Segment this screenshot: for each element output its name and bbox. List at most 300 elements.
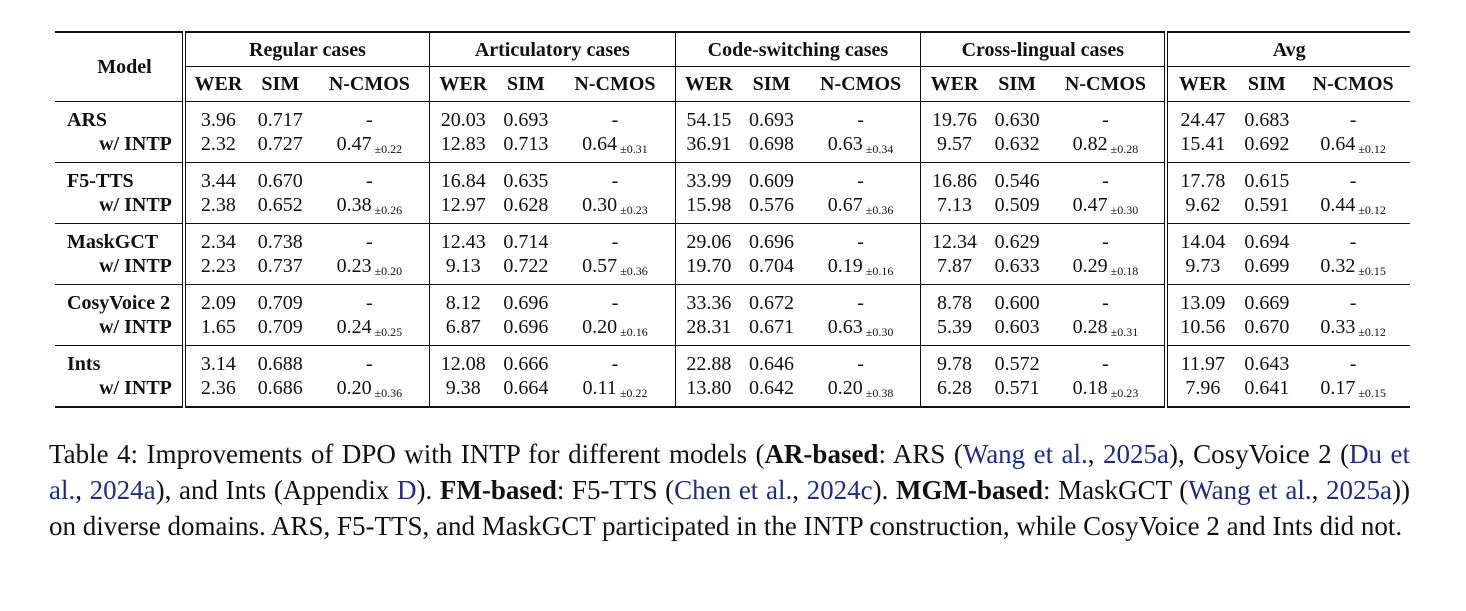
table-cell (496, 346, 555, 377)
table-cell (1047, 346, 1167, 377)
table-cell (555, 224, 675, 255)
cell-value: 0.23 (336, 255, 372, 277)
caption-bold-mgm-based: MGM-based (896, 475, 1043, 505)
cell-value: 0.642 (749, 377, 795, 399)
cell-value: - (611, 109, 619, 131)
cell-value: 0.709 (257, 292, 303, 314)
table-cell (1296, 285, 1410, 316)
table-cell (1047, 285, 1167, 316)
cell-value: - (1349, 292, 1357, 314)
citation-link[interactable]: Wang et al. (1188, 475, 1312, 505)
std-dev: ±0.23 (620, 203, 648, 217)
caption-text: : MaskGCT ( (1042, 475, 1189, 505)
model-column-header: Model (97, 56, 152, 78)
table-cell (555, 315, 675, 346)
table-cell (430, 193, 497, 224)
cell-value: 0.632 (994, 133, 1040, 155)
cell-value: 2.32 (200, 133, 236, 155)
table-cell (1047, 132, 1167, 163)
cell-value: 14.04 (1180, 231, 1226, 253)
table-cell (430, 102, 497, 133)
appendix-link[interactable]: D (396, 475, 417, 505)
cell-value: 0.603 (994, 316, 1040, 338)
cell-value: - (1349, 231, 1357, 253)
cell-value: - (611, 292, 619, 314)
metric-header-sim: SIM (752, 73, 791, 95)
table-cell (742, 193, 801, 224)
cell-value: 0.47 (1072, 194, 1108, 216)
cell-value: 16.84 (440, 170, 486, 192)
table-header (55, 32, 1410, 102)
cell-value: 0.714 (503, 231, 549, 253)
cell-value: 12.34 (931, 231, 977, 253)
table-cell (251, 376, 310, 407)
table-cell (555, 163, 675, 194)
table-cell (988, 346, 1047, 377)
table-row-base (55, 346, 1410, 377)
table-cell (1237, 376, 1296, 407)
table-cell (184, 315, 251, 346)
variant-label: w/ INTP (99, 316, 172, 338)
table-cell (1047, 254, 1167, 285)
table-cell (1237, 193, 1296, 224)
cell-value: 54.15 (686, 109, 732, 131)
cell-value: 0.29 (1072, 255, 1108, 277)
table-row-base (55, 224, 1410, 255)
table-cell (1166, 193, 1237, 224)
table-cell (921, 193, 988, 224)
variant-label: w/ INTP (99, 377, 172, 399)
metric-header-wer: WER (184, 67, 251, 102)
caption-bold-fm-based: FM-based (439, 475, 557, 505)
table-cell (310, 376, 430, 407)
table-cell (742, 163, 801, 194)
table-cell (1166, 102, 1237, 133)
citation-link[interactable]: Wang et al. (962, 439, 1088, 469)
table-cell (1047, 193, 1167, 224)
std-dev: ±0.12 (1358, 325, 1386, 339)
table-cell (555, 376, 675, 407)
cell-value: 0.571 (994, 377, 1040, 399)
cell-value: 0.633 (994, 255, 1040, 277)
cell-value: 0.18 (1072, 377, 1108, 399)
table-cell (1237, 285, 1296, 316)
cell-value: 0.546 (994, 170, 1040, 192)
caption-bold-ar-based: AR-based (764, 439, 879, 469)
table-cell (742, 346, 801, 377)
std-dev: ±0.30 (1110, 203, 1139, 217)
cell-value: 0.738 (257, 231, 303, 253)
cell-value: 19.70 (686, 255, 732, 277)
table-cell (742, 315, 801, 346)
table-cell (1166, 132, 1237, 163)
table-cell (742, 102, 801, 133)
cell-value: 0.698 (749, 133, 795, 155)
caption-text: ). (416, 475, 440, 505)
cell-value: 19.76 (931, 109, 977, 131)
cell-value: 12.97 (440, 194, 486, 216)
table-cell (310, 102, 430, 133)
table-cell (430, 346, 497, 377)
table-cell (801, 376, 921, 407)
table-cell (988, 132, 1047, 163)
table-cell (921, 132, 988, 163)
table-cell (310, 132, 430, 163)
caption-text: ), and Ints (Appendix (155, 475, 397, 505)
table-cell (1296, 315, 1410, 346)
table-cell (184, 102, 251, 133)
table-row-intp (55, 376, 1410, 407)
cell-value: 12.08 (440, 353, 486, 375)
cell-value: 0.11 (582, 377, 617, 399)
std-dev: ±0.22 (374, 142, 403, 156)
cell-value: 0.57 (582, 255, 618, 277)
table-cell (1237, 224, 1296, 255)
caption-text: : ARS ( (878, 439, 963, 469)
table-cell (675, 132, 742, 163)
table-cell (555, 132, 675, 163)
std-dev: ±0.36 (374, 386, 403, 400)
cell-value: 9.57 (936, 133, 972, 155)
cell-value: - (1102, 231, 1109, 253)
cell-value: 0.692 (1244, 133, 1290, 155)
table-cell (675, 376, 742, 407)
table-cell (1237, 132, 1296, 163)
table-cell (988, 285, 1047, 316)
model-name: Ints (67, 353, 101, 375)
model-name: CosyVoice 2 (67, 292, 171, 314)
cell-value: 0.38 (336, 194, 372, 216)
std-dev: ±0.25 (374, 325, 403, 339)
table-cell (801, 193, 921, 224)
table-cell (251, 254, 310, 285)
table-row-base (55, 285, 1410, 316)
table-cell (310, 224, 430, 255)
cell-value: 0.20 (336, 377, 372, 399)
std-dev: ±0.28 (1110, 142, 1139, 156)
group-header-articulatory: Articulatory cases (430, 32, 676, 67)
cell-value: 7.13 (936, 194, 972, 216)
std-dev: ±0.31 (620, 142, 648, 156)
model-name: MaskGCT (67, 231, 159, 253)
cell-value: 0.727 (257, 133, 303, 155)
table-cell (310, 315, 430, 346)
cell-value: - (1102, 170, 1109, 192)
table-cell (430, 315, 497, 346)
cell-value: 0.20 (827, 377, 863, 399)
table-cell (184, 163, 251, 194)
cell-value: 0.693 (503, 109, 549, 131)
table-cell (496, 376, 555, 407)
table-cell (921, 254, 988, 285)
std-dev: ±0.31 (1110, 325, 1139, 339)
cell-value: 0.67 (827, 194, 863, 216)
caption-text: : F5-TTS ( (556, 475, 675, 505)
table-cell (801, 163, 921, 194)
table-cell (1237, 163, 1296, 194)
table-row-intp (55, 193, 1410, 224)
cell-value: 0.609 (749, 170, 795, 192)
table-cell (921, 315, 988, 346)
cell-value: - (611, 353, 619, 375)
std-dev: ±0.36 (865, 203, 894, 217)
cell-value: 0.591 (1244, 194, 1290, 216)
cell-value: 0.717 (257, 109, 303, 131)
cell-value: 0.28 (1072, 316, 1108, 338)
table-cell (496, 163, 555, 194)
cell-value: 0.635 (503, 170, 549, 192)
cell-value: 0.509 (994, 194, 1040, 216)
group-header-regular: Regular cases (184, 32, 430, 67)
cell-value: 0.699 (1244, 255, 1290, 277)
table-cell (496, 102, 555, 133)
cell-value: 0.47 (336, 133, 372, 155)
cell-value: 13.80 (686, 377, 732, 399)
table-cell (430, 224, 497, 255)
table-cell (1166, 163, 1237, 194)
table-cell (251, 285, 310, 316)
table-body (55, 102, 1410, 408)
metric-header-wer: WER (675, 67, 742, 102)
cell-value: 8.12 (445, 292, 481, 314)
cell-value: 0.63 (827, 133, 863, 155)
cell-value: 1.65 (200, 316, 236, 338)
citation-link[interactable]: Chen et al. (674, 475, 793, 505)
metric-header-n-cmos: N-CMOS (1064, 73, 1146, 95)
cell-value: 0.629 (994, 231, 1040, 253)
table-cell (675, 346, 742, 377)
cell-value: 0.693 (749, 109, 795, 131)
model-name: F5-TTS (67, 170, 134, 192)
cell-value: 0.704 (749, 255, 795, 277)
cell-value: 33.36 (686, 292, 732, 314)
cell-value: 11.97 (1180, 353, 1225, 375)
cell-value: - (611, 170, 619, 192)
cell-value: 29.06 (686, 231, 732, 253)
cell-value: 33.99 (686, 170, 732, 192)
table-cell (184, 132, 251, 163)
metric-header-wer: WER (921, 67, 988, 102)
cell-value: - (857, 353, 864, 375)
table-cell (801, 285, 921, 316)
table-cell (1237, 346, 1296, 377)
metric-header-wer: WER (1166, 67, 1237, 102)
table-cell (430, 254, 497, 285)
cell-value: 28.31 (686, 316, 732, 338)
table-row-base (55, 102, 1410, 133)
table-cell (1047, 376, 1167, 407)
table-cell (921, 376, 988, 407)
table-cell (801, 102, 921, 133)
table-cell (675, 163, 742, 194)
cell-value: 9.62 (1185, 194, 1221, 216)
table-cell (801, 132, 921, 163)
table-cell (496, 285, 555, 316)
cell-value: 0.30 (582, 194, 618, 216)
cell-value: 12.83 (440, 133, 486, 155)
table-cell (1296, 346, 1410, 377)
std-dev: ±0.20 (374, 264, 403, 278)
cell-value: 0.615 (1244, 170, 1290, 192)
table-cell (496, 224, 555, 255)
cell-value: 2.23 (200, 255, 236, 277)
cell-value: 15.98 (686, 194, 732, 216)
table-cell (921, 224, 988, 255)
table-cell (1296, 102, 1410, 133)
std-dev: ±0.30 (865, 325, 894, 339)
table-cell (1047, 163, 1167, 194)
std-dev: ±0.12 (1358, 142, 1386, 156)
caption-text: )) on diverse domains. ARS, F5-TTS, and MaskGCT participated in the INTP construction, while CosyVoice 2 and Ints did not. (49, 475, 1411, 541)
metric-header-n-cmos: N-CMOS (1312, 73, 1394, 95)
citation-link[interactable]: Du et al. (49, 439, 1410, 505)
table-cell (1296, 163, 1410, 194)
std-dev: ±0.36 (620, 264, 648, 278)
caption-text: , (75, 475, 90, 505)
cell-value: 0.696 (749, 231, 795, 253)
table-cell (430, 376, 497, 407)
table-cell (184, 285, 251, 316)
cell-value: - (857, 292, 864, 314)
citation-link[interactable]: 2025a (1326, 475, 1393, 505)
cell-value: - (1102, 109, 1109, 131)
table-cell (496, 193, 555, 224)
cell-value: 0.713 (503, 133, 549, 155)
citation-link[interactable]: 2025a (1103, 439, 1169, 469)
group-header-cross-lingual: Cross-lingual cases (921, 32, 1167, 67)
cell-value: - (1102, 292, 1109, 314)
metric-header-sim: SIM (507, 73, 545, 95)
table-cell (742, 285, 801, 316)
metric-header-n-cmos: N-CMOS (820, 73, 902, 95)
caption-text: Table 4: Improvements of DPO with INTP for different models ( (49, 439, 765, 469)
cell-value: 2.09 (200, 292, 236, 314)
cell-value: 0.737 (257, 255, 303, 277)
table-cell (310, 285, 430, 316)
cell-value: 9.13 (445, 255, 481, 277)
cell-value: 13.09 (1180, 292, 1226, 314)
cell-value: 0.670 (257, 170, 303, 192)
table-cell (430, 285, 497, 316)
cell-value: 3.14 (200, 353, 236, 375)
table-cell (675, 224, 742, 255)
cell-value: 17.78 (1180, 170, 1226, 192)
cell-value: 0.44 (1320, 194, 1356, 216)
table-cell (496, 132, 555, 163)
cell-value: 0.686 (257, 377, 303, 399)
cell-value: 0.32 (1320, 255, 1356, 277)
metric-header-wer: WER (430, 67, 497, 102)
cell-value: 0.694 (1244, 231, 1290, 253)
cell-value: 7.87 (936, 255, 972, 277)
cell-value: 0.64 (1320, 133, 1356, 155)
cell-value: - (366, 353, 373, 375)
table-cell (251, 346, 310, 377)
cell-value: - (611, 231, 619, 253)
table-cell (988, 163, 1047, 194)
cell-value: 5.39 (936, 316, 972, 338)
cell-value: 0.683 (1244, 109, 1290, 131)
table-cell (801, 346, 921, 377)
cell-value: 0.19 (827, 255, 863, 277)
cell-value: 0.64 (582, 133, 618, 155)
cell-value: - (857, 170, 864, 192)
cell-value: 9.73 (1185, 255, 1221, 277)
cell-value: 0.652 (257, 194, 303, 216)
cell-value: 0.709 (257, 316, 303, 338)
cell-value: 20.03 (440, 109, 486, 131)
table-cell (675, 285, 742, 316)
metric-header-n-cmos: N-CMOS (328, 73, 410, 95)
table-cell (1166, 254, 1237, 285)
table-cell (251, 315, 310, 346)
results-table (55, 31, 1410, 408)
caption-text: , (792, 475, 807, 505)
cell-value: 0.63 (827, 316, 863, 338)
std-dev: ±0.15 (1358, 386, 1386, 400)
citation-link[interactable]: 2024a (89, 475, 156, 505)
variant-label: w/ INTP (99, 255, 172, 277)
cell-value: 0.670 (1244, 316, 1290, 338)
table-row-intp (55, 315, 1410, 346)
citation-link[interactable]: 2024c (806, 475, 873, 505)
cell-value: 0.672 (749, 292, 795, 314)
std-dev: ±0.22 (619, 386, 648, 400)
table-cell (988, 224, 1047, 255)
table-cell (742, 224, 801, 255)
table-cell (1047, 315, 1167, 346)
std-dev: ±0.26 (374, 203, 403, 217)
cell-value: 0.669 (1244, 292, 1290, 314)
cell-value: 22.88 (686, 353, 732, 375)
table-cell (921, 102, 988, 133)
table-caption (49, 436, 1410, 544)
cell-value: 6.87 (445, 316, 481, 338)
table-cell (675, 315, 742, 346)
metric-header-sim: SIM (998, 73, 1037, 95)
table-cell (801, 254, 921, 285)
cell-value: 2.34 (200, 231, 236, 253)
std-dev: ±0.16 (865, 264, 894, 278)
metric-header-n-cmos: N-CMOS (574, 73, 656, 95)
caption-text: ). (872, 475, 896, 505)
caption-text: , (1311, 475, 1327, 505)
cell-value: 0.666 (503, 353, 549, 375)
table-cell (1047, 102, 1167, 133)
table-cell (184, 254, 251, 285)
table-cell (1237, 315, 1296, 346)
metric-header-sim: SIM (1247, 73, 1286, 95)
cell-value: - (1349, 170, 1357, 192)
cell-value: 12.43 (440, 231, 486, 253)
cell-value: 0.20 (582, 316, 618, 338)
cell-value: 0.643 (1244, 353, 1290, 375)
caption-text: , (1087, 439, 1103, 469)
cell-value: 0.630 (994, 109, 1040, 131)
cell-value: - (366, 170, 373, 192)
std-dev: ±0.12 (1358, 203, 1386, 217)
table-cell (801, 224, 921, 255)
table-cell (1296, 376, 1410, 407)
cell-value: 0.696 (503, 316, 549, 338)
table-cell (1166, 376, 1237, 407)
table-cell (1237, 254, 1296, 285)
table-cell (1166, 315, 1237, 346)
variant-label: w/ INTP (99, 133, 172, 155)
table-row-base (55, 163, 1410, 194)
table-cell (1296, 132, 1410, 163)
cell-value: - (1102, 353, 1109, 375)
